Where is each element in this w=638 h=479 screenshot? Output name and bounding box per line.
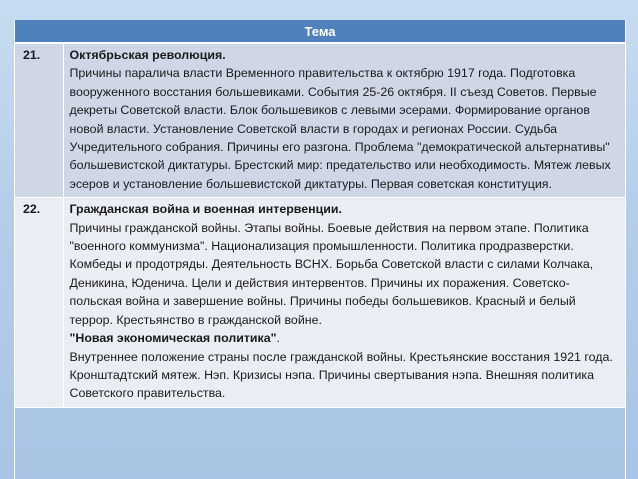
topic-description: Причины гражданской войны. Этапы войны. Боевые действия на первом этапе. Политика "военного коммунизма". Национализация промышленности. Политика продразверстки. Комбеды и продотряды. Деятельность ВСНХ. Борьба Советской власти с силами Колчака, Деникина, Юденича. Цели и действия интервентов. Причины их поражения. Советско-польская война и завершение войны. Причины победы большевиков. Красный и белый террор. Крестьянство в гражданской войне. [69, 220, 594, 327]
row-number: 21. [15, 43, 63, 198]
topic-description: Причины паралича власти Временного правительства к октябрю 1917 года. Подготовка вооруженного восстания большевиками. События 25-26 октября. II съезд Советов. Первые декреты Советской власти. Блок большевиков с левыми эсерами. Формирование органов новой власти. Установление Советской власти в городах и регионах России. Судьба Учредительного собрания. Причины его разгона. Проблема "демократической альтернативы" большевистской диктатуры. Брестский мир: предательство или необходимость. Мятеж левых эсеров и установление большевистской диктатуры. Первая советская конституция. [69, 66, 611, 191]
table-row [15, 43, 625, 198]
row-content [63, 198, 625, 407]
topic-subtitle: "Новая экономическая политика" [69, 331, 277, 346]
column-header-topic: Тема [15, 20, 625, 43]
topic-subtitle-punct: . [276, 331, 280, 346]
row-number: 22. [15, 198, 63, 407]
row-content [63, 43, 625, 198]
table-row [15, 198, 625, 407]
topics-table-container [14, 20, 626, 479]
topic-subtitle-line [70, 329, 616, 347]
table-header-row [15, 20, 625, 43]
topic-title: Гражданская война и военная интервенции. [69, 202, 342, 217]
topic-title: Октябрьская революция. [69, 48, 226, 62]
topic-description-continued: Внутреннее положение страны после гражданской войны. Крестьянские восстания 1921 года. Кронштадтский мятеж. Нэп. Кризисы нэпа. Причины свертывания нэпа. Внешняя политика Советского правительства. [69, 349, 613, 401]
topics-table [15, 20, 625, 408]
